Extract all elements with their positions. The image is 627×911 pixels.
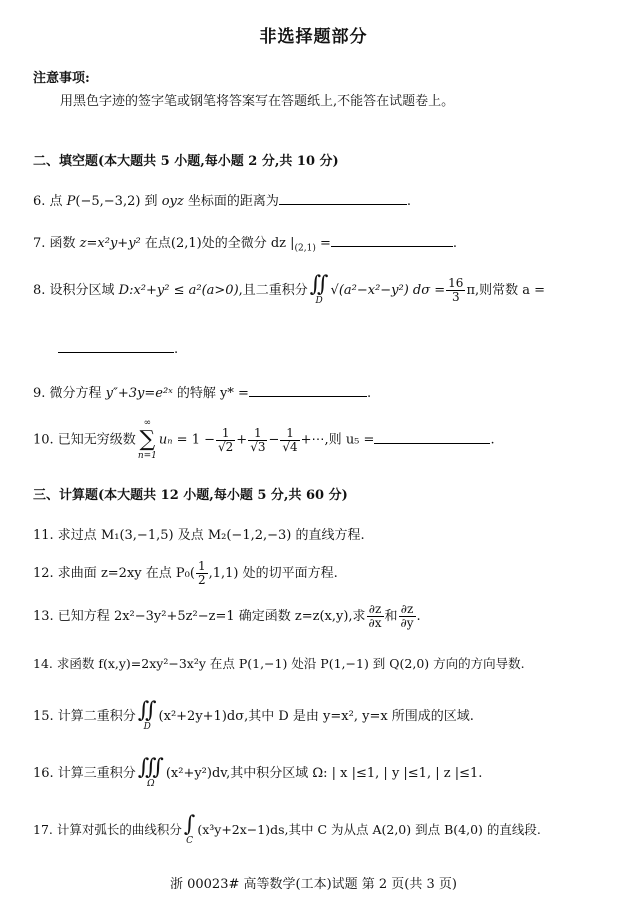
q8-integral-domain: D xyxy=(315,296,323,306)
q8-end: . xyxy=(174,342,179,357)
q15-double-integral xyxy=(138,700,157,733)
q12-pre: 12. 求曲面 z=2xy 在点 P₀( xyxy=(33,566,195,581)
q6-end: . xyxy=(406,194,412,209)
q17-pre: 17. 计算对弧长的曲线积分 xyxy=(33,822,182,837)
q10-frac-3 xyxy=(280,427,299,454)
double-integral-sign: ∬ xyxy=(309,272,329,297)
q12-post: ,1,1) 处的切平面方程. xyxy=(208,566,338,581)
q10-frac-3-den: √4 xyxy=(282,439,298,454)
q10-frac-3-num: 1 xyxy=(280,427,299,441)
q8-integrand: √(a²−x²−y²) dσ = xyxy=(330,283,446,298)
q10-answer-blank[interactable] xyxy=(374,431,490,444)
section-heading-calculation: 三、计算题(本大题共 12 小题,每小题 5 分,共 60 分) xyxy=(33,488,348,503)
q13-partial-y-den: ∂y xyxy=(400,616,414,630)
q8-region: D:x²+y² ≤ a²(a>0) xyxy=(118,283,239,298)
q10-post: +⋯,则 u₅ = xyxy=(300,432,375,448)
q10-pre: 10. 已知无穷级数 xyxy=(33,432,136,448)
notice-text: 用黑色字迹的签字笔或钢笔将答案写在答题纸上,不能答在试题卷上。 xyxy=(60,94,455,109)
q10-frac-1-den: √2 xyxy=(218,439,234,454)
q6-post: 坐标面的距离为 xyxy=(183,194,279,209)
q6-pre: 6. 点 xyxy=(33,194,67,209)
question-6 xyxy=(33,190,411,209)
q13-partial-y xyxy=(399,603,416,630)
q10-term: uₙ xyxy=(158,432,173,448)
q16-post: (x²+y²)dv,其中积分区域 Ω: | x |≤1, | y |≤1, | z |≤1. xyxy=(165,766,483,781)
q6-coords: (−5,−3,2) 到 xyxy=(75,194,162,209)
q16-pre: 16. 计算三重积分 xyxy=(33,766,136,781)
q16-integral-domain: Ω xyxy=(147,779,155,789)
section-heading-fill-in: 二、填空题(本大题共 5 小题,每小题 2 分,共 10 分) xyxy=(33,154,339,169)
q13-end: . xyxy=(416,609,421,624)
q8-double-integral xyxy=(310,274,329,307)
q7-equals: = xyxy=(315,236,331,251)
q8-mid: ,且二重积分 xyxy=(238,283,308,298)
q13-partial-x-num: ∂z xyxy=(367,603,384,617)
q17-integral-curve: C xyxy=(186,836,194,846)
q10-s2: − xyxy=(268,432,280,448)
q10-frac-2-den: √3 xyxy=(250,439,266,454)
q10-summation xyxy=(138,418,157,462)
q15-pre: 15. 计算二重积分 xyxy=(33,709,136,724)
q10-frac-2-num: 1 xyxy=(248,427,267,441)
question-11: 11. 求过点 M₁(3,−1,5) 及点 M₂(−1,2,−3) 的直线方程. xyxy=(33,528,365,543)
question-10 xyxy=(33,418,495,462)
q12-frac-num: 1 xyxy=(197,559,206,573)
question-15 xyxy=(33,700,474,733)
question-8-answer-line xyxy=(58,340,178,357)
q10-t0: = 1 − xyxy=(172,432,215,448)
question-8 xyxy=(33,274,545,307)
q8-frac-denominator: 3 xyxy=(451,290,460,304)
q17-line-integral xyxy=(184,814,195,847)
q10-end: . xyxy=(490,432,495,448)
summation-sign: ∑ xyxy=(139,427,156,452)
q10-s1: + xyxy=(236,432,248,448)
q10-frac-1-num: 1 xyxy=(216,427,235,441)
notice-label: 注意事项: xyxy=(33,71,90,86)
q17-post: (x³y+2x−1)ds,其中 C 为从点 A(2,0) 到点 B(4,0) 的直线段. xyxy=(197,822,541,837)
question-16 xyxy=(33,757,482,790)
q10-sum-upper: ∞ xyxy=(143,418,152,428)
q6-point-name: P xyxy=(66,194,76,209)
q7-mid: 在点(2,1)处的全微分 dz | xyxy=(140,236,295,251)
q8-answer-blank[interactable] xyxy=(58,340,174,353)
question-7 xyxy=(33,232,457,254)
q10-sum-lower: n=1 xyxy=(137,451,157,461)
q9-mid: 的特解 y* = xyxy=(172,386,249,401)
q12-frac-den: 2 xyxy=(197,573,206,587)
question-12 xyxy=(33,560,338,587)
q16-triple-integral xyxy=(138,757,164,790)
q13-partial-x-den: ∂x xyxy=(368,616,382,630)
q7-pre: 7. 函数 xyxy=(33,236,80,251)
q10-frac-1 xyxy=(216,427,235,454)
q13-pre: 13. 已知方程 2x²−3y²+5z²−z=1 确定函数 z=z(x,y),求 xyxy=(33,609,366,624)
triple-integral-sign: ∭ xyxy=(137,755,164,780)
q15-integral-domain: D xyxy=(143,722,151,732)
question-14: 14. 求函数 f(x,y)=2xy²−3x²y 在点 P(1,−1) 处沿 P(1,−1) 到 Q(2,0) 方向的方向导数. xyxy=(33,656,525,671)
q6-plane: oyz xyxy=(161,194,184,209)
q9-answer-blank[interactable] xyxy=(249,384,367,397)
question-9 xyxy=(33,382,371,401)
q8-fraction xyxy=(446,277,465,304)
q8-pre: 8. 设积分区域 xyxy=(33,283,119,298)
q6-answer-blank[interactable] xyxy=(279,192,407,205)
q8-post: π,则常数 a = xyxy=(466,283,546,298)
question-13 xyxy=(33,603,421,630)
page-footer: 浙 00023# 高等数学(工本)试题 第 2 页(共 3 页) xyxy=(169,877,457,892)
page-title: 非选择题部分 xyxy=(259,27,368,47)
q7-end: . xyxy=(452,236,458,251)
q12-fraction xyxy=(196,560,208,587)
q13-partial-x xyxy=(367,603,384,630)
q9-equation: y″+3y=e²ˣ xyxy=(105,386,173,401)
q9-end: . xyxy=(366,386,372,401)
double-integral-sign: ∬ xyxy=(137,698,157,723)
q7-eval-point: (2,1) xyxy=(294,243,316,254)
q13-partial-y-num: ∂z xyxy=(399,603,416,617)
q9-pre: 9. 微分方程 xyxy=(33,386,106,401)
q7-function: z=x²y+y² xyxy=(79,236,141,251)
question-17 xyxy=(33,814,541,847)
integral-sign: ∫ xyxy=(183,812,196,837)
q8-frac-numerator: 16 xyxy=(448,276,464,290)
q15-post: (x²+2y+1)dσ,其中 D 是由 y=x², y=x 所围成的区域. xyxy=(158,709,474,724)
q10-frac-2 xyxy=(248,427,267,454)
q7-answer-blank[interactable] xyxy=(331,234,453,247)
q13-mid: 和 xyxy=(384,609,398,624)
